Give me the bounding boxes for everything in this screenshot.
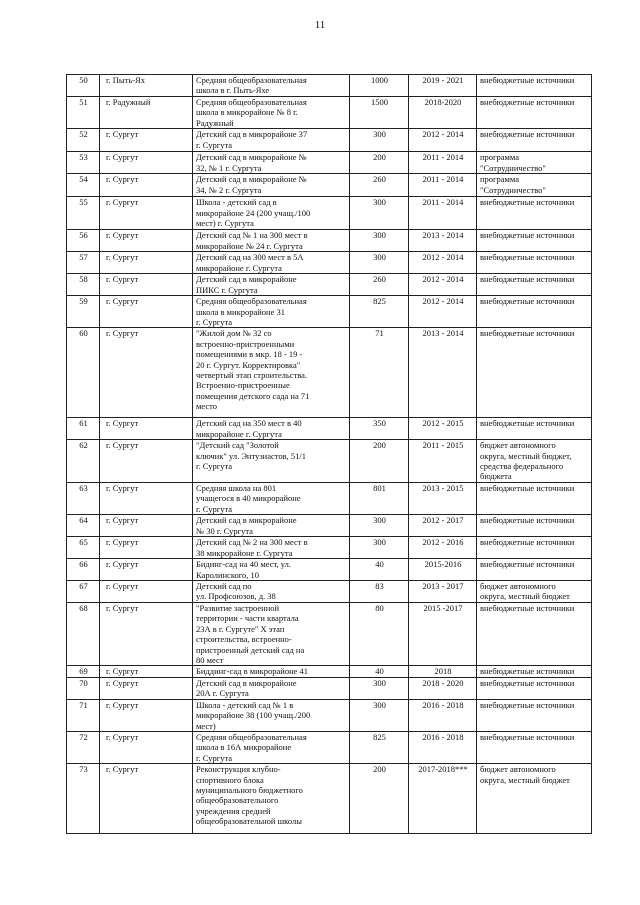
capacity-cell: 40 <box>350 666 409 677</box>
city-cell: г. Сургут <box>100 129 193 152</box>
object-name-cell: Биддинг-сад в микрорайоне 41 <box>193 666 350 677</box>
table-row <box>67 152 592 174</box>
capacity-cell: 83 <box>350 580 409 602</box>
city-cell: г. Сургут <box>100 537 193 559</box>
city-cell: г. Сургут <box>100 699 193 731</box>
city-cell: г. Сургут <box>100 515 193 537</box>
capacity-cell: 40 <box>350 559 409 581</box>
capacity-cell: 1000 <box>350 75 409 97</box>
row-number: 64 <box>67 515 100 537</box>
period-cell: 2015-2016 <box>409 559 477 581</box>
period-cell: 2012 - 2014 <box>409 129 477 152</box>
city-cell: г. Сургут <box>100 230 193 252</box>
object-name-cell: Реконструкция клубно- спортивного блока муниципального бюджетного общеобразовательного учреждения средней общеобразовательной школы <box>193 764 350 834</box>
period-cell: 2016 - 2018 <box>409 731 477 763</box>
funding-source-cell: внебюджетные источники <box>477 129 592 152</box>
city-cell: г. Сургут <box>100 296 193 328</box>
object-name-cell: Детский сад на 300 мест в 5А микрорайоне г. Сургута <box>193 252 350 274</box>
table-row <box>67 174 592 197</box>
table-row <box>67 296 592 328</box>
city-cell: г. Сургут <box>100 274 193 296</box>
funding-source-cell: программа "Сотрудничество" <box>477 174 592 197</box>
capacity-cell: 200 <box>350 152 409 174</box>
city-cell: г. Сургут <box>100 440 193 483</box>
table-row <box>67 537 592 559</box>
funding-source-cell: внебюджетные источники <box>477 252 592 274</box>
city-cell: г. Сургут <box>100 580 193 602</box>
city-cell: г. Сургут <box>100 677 193 699</box>
capacity-cell: 350 <box>350 418 409 440</box>
period-cell: 2015 -2017 <box>409 602 477 665</box>
period-cell: 2019 - 2021 <box>409 75 477 97</box>
row-number: 66 <box>67 559 100 581</box>
row-number: 56 <box>67 230 100 252</box>
table-row <box>67 515 592 537</box>
object-name-cell: Средняя общеобразовательная школа в микрорайоне № 8 г. Радужный <box>193 97 350 129</box>
object-name-cell: Средняя общеобразовательная школа в микрорайоне 31 г. Сургута <box>193 296 350 328</box>
object-name-cell: Детский сад в микрорайоне № 34, № 2 г. Сургута <box>193 174 350 197</box>
table-row <box>67 230 592 252</box>
object-name-cell: Средняя школа на 801 учащегося в 40 микрорайоне г. Сургута <box>193 482 350 514</box>
table-row <box>67 580 592 602</box>
period-cell: 2012 - 2017 <box>409 515 477 537</box>
period-cell: 2017-2018*** <box>409 764 477 834</box>
object-name-cell: Бидинг-сад на 40 мест, ул. Каролинского, 10 <box>193 559 350 581</box>
table-row <box>67 666 592 677</box>
object-name-cell: Детский сад в микрорайоне ПИКС г. Сургута <box>193 274 350 296</box>
object-name-cell: Детский сад в микрорайоне № 32, № 1 г. Сургута <box>193 152 350 174</box>
row-number: 51 <box>67 97 100 129</box>
row-number: 54 <box>67 174 100 197</box>
funding-source-cell: внебюджетные источники <box>477 328 592 418</box>
funding-source-cell: внебюджетные источники <box>477 602 592 665</box>
city-cell: г. Пыть-Ях <box>100 75 193 97</box>
table-row <box>67 699 592 731</box>
funding-source-cell: внебюджетные источники <box>477 677 592 699</box>
table-row <box>67 731 592 763</box>
capacity-cell: 200 <box>350 440 409 483</box>
city-cell: г. Сургут <box>100 559 193 581</box>
capacity-cell: 71 <box>350 328 409 418</box>
object-name-cell: "Развитие застроенной территории - части квартала 23А в г. Сургуте" X этап строительства, встроенно- пристроенный детский сад на 80 мест <box>193 602 350 665</box>
city-cell: г. Радужный <box>100 97 193 129</box>
period-cell: 2012 - 2015 <box>409 418 477 440</box>
capacity-cell: 1500 <box>350 97 409 129</box>
table-row <box>67 677 592 699</box>
period-cell: 2012 - 2014 <box>409 274 477 296</box>
row-number: 70 <box>67 677 100 699</box>
table-row <box>67 252 592 274</box>
city-cell: г. Сургут <box>100 252 193 274</box>
period-cell: 2012 - 2014 <box>409 252 477 274</box>
city-cell: г. Сургут <box>100 328 193 418</box>
object-name-cell: Средняя общеобразовательная школа в г. Пыть-Яхе <box>193 75 350 97</box>
object-name-cell: Школа - детский сад в микрорайоне 24 (200 учащ./100 мест) г. Сургута <box>193 197 350 230</box>
funding-source-cell: внебюджетные источники <box>477 731 592 763</box>
funding-source-cell: бюджет автономного округа, местный бюджет, средства федерального бюджета <box>477 440 592 483</box>
funding-source-cell: внебюджетные источники <box>477 699 592 731</box>
city-cell: г. Сургут <box>100 764 193 834</box>
row-number: 60 <box>67 328 100 418</box>
capacity-cell: 300 <box>350 537 409 559</box>
object-name-cell: "Детский сад "Золотой ключик" ул. Энтузиастов, 51/1 г. Сургута <box>193 440 350 483</box>
period-cell: 2011 - 2014 <box>409 197 477 230</box>
object-name-cell: Детский сад № 2 на 300 мест в 38 микрорайоне г. Сургута <box>193 537 350 559</box>
period-cell: 2018-2020 <box>409 97 477 129</box>
city-cell: г. Сургут <box>100 666 193 677</box>
row-number: 58 <box>67 274 100 296</box>
capacity-cell: 200 <box>350 764 409 834</box>
capacity-cell: 801 <box>350 482 409 514</box>
row-number: 53 <box>67 152 100 174</box>
row-number: 59 <box>67 296 100 328</box>
table-row <box>67 328 592 418</box>
period-cell: 2011 - 2014 <box>409 152 477 174</box>
capacity-cell: 825 <box>350 296 409 328</box>
funding-source-cell: внебюджетные источники <box>477 482 592 514</box>
row-number: 68 <box>67 602 100 665</box>
funding-source-cell: внебюджетные источники <box>477 230 592 252</box>
table-row <box>67 764 592 834</box>
city-cell: г. Сургут <box>100 482 193 514</box>
funding-source-cell: внебюджетные источники <box>477 515 592 537</box>
period-cell: 2011 - 2015 <box>409 440 477 483</box>
funding-source-cell: внебюджетные источники <box>477 274 592 296</box>
row-number: 71 <box>67 699 100 731</box>
period-cell: 2012 - 2016 <box>409 537 477 559</box>
capacity-cell: 300 <box>350 677 409 699</box>
period-cell: 2018 <box>409 666 477 677</box>
city-cell: г. Сургут <box>100 602 193 665</box>
row-number: 55 <box>67 197 100 230</box>
period-cell: 2011 - 2014 <box>409 174 477 197</box>
period-cell: 2016 - 2018 <box>409 699 477 731</box>
capacity-cell: 300 <box>350 515 409 537</box>
row-number: 73 <box>67 764 100 834</box>
funding-source-cell: внебюджетные источники <box>477 537 592 559</box>
capacity-cell: 300 <box>350 230 409 252</box>
funding-source-cell: внебюджетные источники <box>477 75 592 97</box>
funding-source-cell: внебюджетные источники <box>477 296 592 328</box>
row-number: 57 <box>67 252 100 274</box>
row-number: 52 <box>67 129 100 152</box>
row-number: 72 <box>67 731 100 763</box>
capacity-cell: 825 <box>350 731 409 763</box>
city-cell: г. Сургут <box>100 731 193 763</box>
period-cell: 2012 - 2014 <box>409 296 477 328</box>
funding-source-cell: внебюджетные источники <box>477 666 592 677</box>
table-row <box>67 440 592 483</box>
construction-objects-table <box>66 74 592 834</box>
period-cell: 2013 - 2014 <box>409 230 477 252</box>
page-number: 11 <box>314 19 326 31</box>
city-cell: г. Сургут <box>100 174 193 197</box>
capacity-cell: 80 <box>350 602 409 665</box>
table-row <box>67 602 592 665</box>
capacity-cell: 260 <box>350 274 409 296</box>
period-cell: 2013 - 2014 <box>409 328 477 418</box>
table-row <box>67 129 592 152</box>
funding-source-cell: программа "Сотрудничество" <box>477 152 592 174</box>
table-row <box>67 559 592 581</box>
city-cell: г. Сургут <box>100 197 193 230</box>
capacity-cell: 260 <box>350 174 409 197</box>
city-cell: г. Сургут <box>100 152 193 174</box>
period-cell: 2013 - 2017 <box>409 580 477 602</box>
object-name-cell: Детский сад в микрорайоне 37 г. Сургута <box>193 129 350 152</box>
period-cell: 2018 - 2020 <box>409 677 477 699</box>
object-name-cell: Детский сад на 350 мест в 40 микрорайоне г. Сургута <box>193 418 350 440</box>
period-cell: 2013 - 2015 <box>409 482 477 514</box>
funding-source-cell: внебюджетные источники <box>477 559 592 581</box>
funding-source-cell: внебюджетные источники <box>477 197 592 230</box>
row-number: 63 <box>67 482 100 514</box>
city-cell: г. Сургут <box>100 418 193 440</box>
table-row <box>67 75 592 97</box>
table-row <box>67 482 592 514</box>
object-name-cell: Детский сад в микрорайоне № 30 г. Сургута <box>193 515 350 537</box>
table-row <box>67 97 592 129</box>
row-number: 67 <box>67 580 100 602</box>
object-name-cell: Детский сад по ул. Профсоюзов, д. 38 <box>193 580 350 602</box>
row-number: 62 <box>67 440 100 483</box>
capacity-cell: 300 <box>350 129 409 152</box>
row-number: 50 <box>67 75 100 97</box>
capacity-cell: 300 <box>350 252 409 274</box>
table-row <box>67 418 592 440</box>
object-name-cell: Детский сад № 1 на 300 мест в микрорайоне № 24 г. Сургута <box>193 230 350 252</box>
object-name-cell: Средняя общеобразовательная школа в 16А микрорайоне г. Сургута <box>193 731 350 763</box>
row-number: 65 <box>67 537 100 559</box>
object-name-cell: "Жилой дом № 32 со встроенно-пристроенными помещениями в мкр. 18 - 19 - 20 г. Сургут. Корректировка" четвертый этап строительства. Встроенно-пристроенные помещения детского сада на 71 место <box>193 328 350 418</box>
funding-source-cell: внебюджетные источники <box>477 97 592 129</box>
capacity-cell: 300 <box>350 699 409 731</box>
funding-source-cell: бюджет автономного округа, местный бюджет <box>477 580 592 602</box>
funding-source-cell: бюджет автономного округа, местный бюджет <box>477 764 592 834</box>
row-number: 61 <box>67 418 100 440</box>
table-row <box>67 274 592 296</box>
funding-source-cell: внебюджетные источники <box>477 418 592 440</box>
object-name-cell: Школа - детский сад № 1 в микрорайоне 38 (100 учащ./200 мест) <box>193 699 350 731</box>
row-number: 69 <box>67 666 100 677</box>
capacity-cell: 300 <box>350 197 409 230</box>
table-row <box>67 197 592 230</box>
object-name-cell: Детский сад в микрорайоне 20А г. Сургута <box>193 677 350 699</box>
